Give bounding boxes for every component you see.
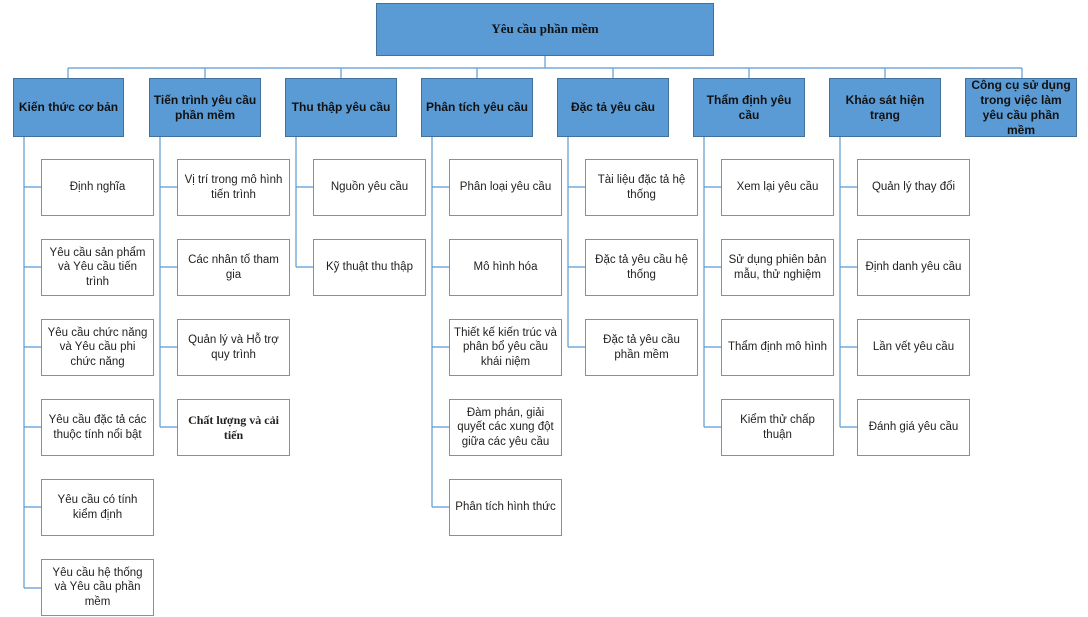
root-node: Yêu cầu phần mềm (376, 3, 714, 56)
category-tham-dinh-yeu-cau: Thẩm định yêu cầu (693, 78, 805, 137)
leaf-dac-ta-he-thong: Đặc tả yêu cầu hệ thống (585, 239, 698, 296)
leaf-thiet-ke-kien-truc: Thiết kế kiến trúc và phân bổ yêu cầu khái niệm (449, 319, 562, 376)
category-phan-tich-yeu-cau: Phân tích yêu cầu (421, 78, 533, 137)
category-khao-sat-hien-trang: Khảo sát hiện trạng (829, 78, 941, 137)
leaf-phan-tich-hinh-thuc: Phân tích hình thức (449, 479, 562, 536)
leaf-yeu-cau-kiem-dinh: Yêu cầu có tính kiểm định (41, 479, 154, 536)
leaf-danh-gia-yeu-cau: Đánh giá yêu cầu (857, 399, 970, 456)
leaf-yeu-cau-he-thong: Yêu cầu hệ thống và Yêu cầu phần mềm (41, 559, 154, 616)
leaf-vi-tri-mo-hinh: Vị trí trong mô hình tiến trình (177, 159, 290, 216)
leaf-mo-hinh-hoa: Mô hình hóa (449, 239, 562, 296)
category-kien-thuc-co-ban: Kiến thức cơ bản (13, 78, 124, 137)
leaf-phan-loai-yeu-cau: Phân loại yêu cầu (449, 159, 562, 216)
leaf-lan-vet-yeu-cau: Lần vết yêu cầu (857, 319, 970, 376)
leaf-nhan-to-tham-gia: Các nhân tố tham gia (177, 239, 290, 296)
leaf-dinh-nghia: Định nghĩa (41, 159, 154, 216)
leaf-yeu-cau-chuc-nang: Yêu cầu chức năng và Yêu cầu phi chức năng (41, 319, 154, 376)
leaf-quan-ly-thay-doi: Quản lý thay đổi (857, 159, 970, 216)
category-tien-trinh-yeu-cau: Tiến trình yêu cầu phần mềm (149, 78, 261, 137)
category-dac-ta-yeu-cau: Đặc tả yêu cầu (557, 78, 669, 137)
leaf-chat-luong-cai-tien: Chất lượng và cải tiến (177, 399, 290, 456)
leaf-dac-ta-phan-mem: Đặc tả yêu cầu phần mềm (585, 319, 698, 376)
leaf-quan-ly-ho-tro: Quản lý và Hỗ trợ quy trình (177, 319, 290, 376)
category-thu-thap-yeu-cau: Thu thập yêu cầu (285, 78, 397, 137)
leaf-kiem-thu-chap-thuan: Kiểm thử chấp thuận (721, 399, 834, 456)
leaf-dam-phan: Đàm phán, giải quyết các xung đột giữa các yêu cầu (449, 399, 562, 456)
leaf-phien-ban-mau: Sử dụng phiên bản mẫu, thử nghiệm (721, 239, 834, 296)
leaf-xem-lai-yeu-cau: Xem lại yêu cầu (721, 159, 834, 216)
leaf-tai-lieu-dac-ta: Tài liệu đặc tả hệ thống (585, 159, 698, 216)
leaf-yeu-cau-san-pham: Yêu cầu sản phẩm và Yêu cầu tiến trình (41, 239, 154, 296)
leaf-yeu-cau-dac-ta: Yêu cầu đặc tả các thuộc tính nổi bật (41, 399, 154, 456)
category-cong-cu-su-dung: Công cụ sử dụng trong việc làm yêu cầu phần mềm (965, 78, 1077, 137)
leaf-nguon-yeu-cau: Nguồn yêu cầu (313, 159, 426, 216)
leaf-ky-thuat-thu-thap: Kỹ thuật thu thập (313, 239, 426, 296)
leaf-tham-dinh-mo-hinh: Thẩm định mô hình (721, 319, 834, 376)
leaf-dinh-danh-yeu-cau: Định danh yêu cầu (857, 239, 970, 296)
